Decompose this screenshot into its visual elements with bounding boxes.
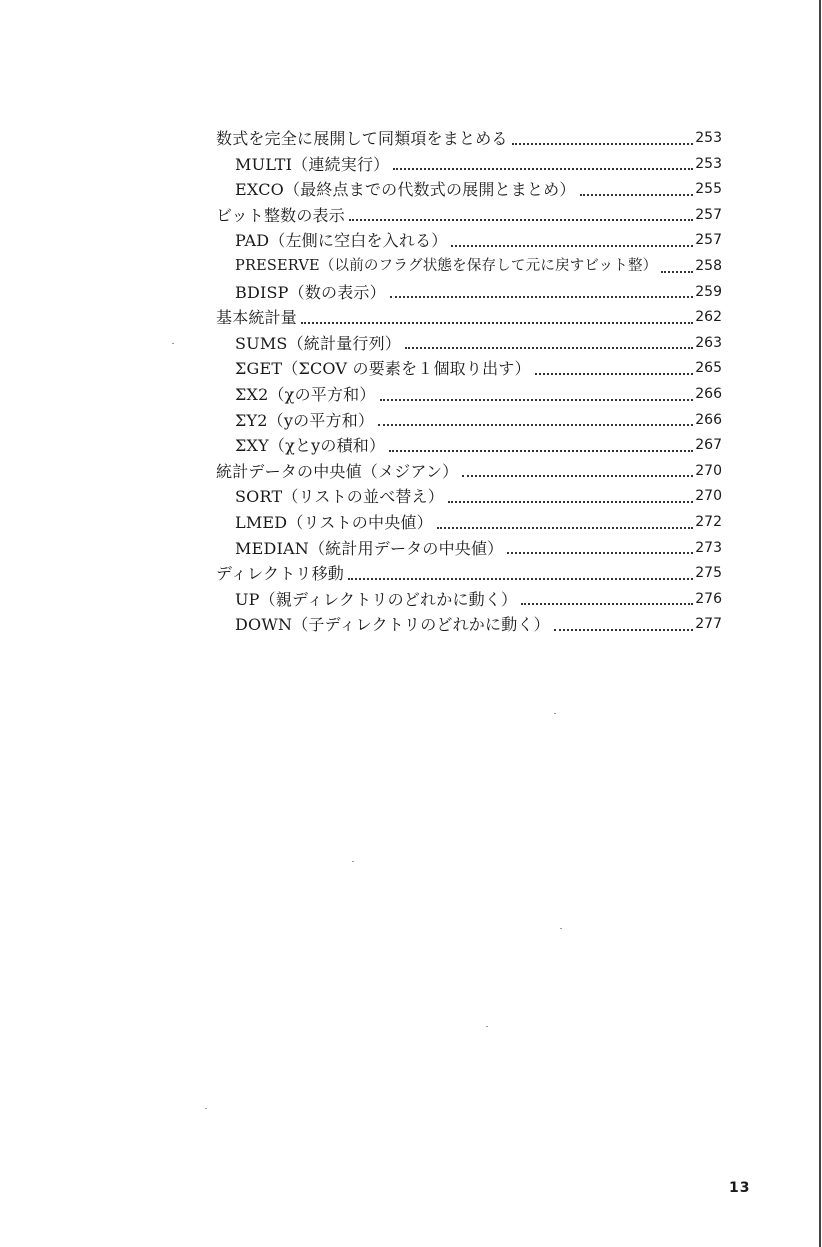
leader-dots: [580, 194, 694, 196]
scan-speck: [172, 343, 174, 344]
toc-entry-page: 259: [695, 283, 722, 300]
leader-dots: [393, 168, 693, 170]
leader-dots: [380, 399, 694, 401]
toc-entry-title: SUMS（統計量行列）: [235, 333, 401, 353]
toc-entry: [216, 587, 722, 613]
toc-entry-title: UP（親ディレクトリのどれかに動く）: [235, 589, 518, 609]
toc-entry-page: 267: [695, 437, 722, 454]
toc-entry-page: 266: [695, 385, 722, 402]
toc-entry-title: PAD（左側に空白を入れる）: [235, 231, 448, 251]
toc-entry-title: ΣXY（χとyの積和）: [235, 436, 386, 456]
toc-entry: [216, 484, 722, 510]
toc-entry: [216, 152, 722, 178]
toc-entry-title: ビット整数の表示: [216, 205, 345, 225]
toc-entry: [216, 177, 722, 203]
toc-entry-title: PRESERVE（以前のフラグ状態を保存して元に戻すビット整）: [235, 257, 658, 274]
leader-dots: [521, 603, 693, 605]
toc-entry-page: 277: [695, 616, 722, 633]
toc-entry: [216, 536, 722, 562]
toc-entry: [216, 561, 722, 587]
toc-entry: [216, 356, 722, 382]
leader-dots: [437, 527, 693, 529]
leader-dots: [451, 245, 693, 247]
toc-entry-page: 275: [695, 565, 722, 582]
toc-entry-page: 263: [695, 334, 722, 351]
toc-entry: [216, 305, 722, 331]
toc-entry: [216, 331, 722, 357]
toc-entry-title: LMED（リストの中央値）: [235, 512, 433, 532]
toc-entry-page: 270: [695, 462, 722, 479]
toc-entry-title: SORT（リストの並べ替え）: [235, 487, 444, 507]
table-of-contents: [216, 126, 722, 638]
toc-entry: [216, 126, 722, 152]
leader-dots: [507, 552, 693, 554]
toc-entry: [216, 510, 722, 536]
toc-entry: [216, 382, 722, 408]
toc-entry: [216, 228, 722, 254]
toc-entry: [216, 433, 722, 459]
toc-entry-page: 265: [695, 360, 722, 377]
leader-dots: [301, 322, 693, 324]
toc-entry-title: 数式を完全に展開して同類項をまとめる: [216, 129, 508, 148]
toc-entry: [216, 408, 722, 434]
leader-dots: [448, 501, 693, 503]
toc-entry-page: 257: [695, 232, 722, 249]
toc-entry: [216, 459, 722, 485]
scan-speck: [560, 928, 562, 929]
toc-entry-page: 253: [695, 130, 722, 146]
toc-entry-title: MULTI（連続実行）: [235, 154, 390, 174]
toc-entry: [216, 254, 722, 280]
scan-speck: [352, 861, 354, 862]
toc-entry-title: DOWN（子ディレクトリのどれかに動く）: [235, 615, 550, 635]
toc-entry-page: 276: [695, 590, 722, 607]
toc-entry-page: 257: [695, 206, 722, 223]
toc-entry-page: 273: [695, 539, 722, 556]
leader-dots: [535, 373, 694, 375]
toc-entry-page: 272: [695, 513, 722, 530]
leader-dots: [661, 271, 693, 273]
leader-dots: [405, 347, 693, 349]
leader-dots: [390, 296, 693, 298]
toc-entry-page: 262: [695, 309, 722, 326]
leader-dots: [348, 578, 693, 580]
leader-dots: [389, 450, 693, 452]
toc-entry-title: ΣY2（yの平方和）: [235, 410, 375, 430]
toc-entry-page: 258: [695, 257, 722, 274]
leader-dots: [378, 424, 693, 426]
page-edge-line: [819, 0, 821, 1247]
toc-entry: [216, 612, 722, 638]
toc-entry-title: 基本統計量: [216, 308, 298, 328]
leader-dots: [349, 219, 693, 221]
leader-dots: [554, 629, 693, 631]
toc-entry-title: ΣGET（ΣCOV の要素を１個取り出す）: [235, 359, 531, 379]
toc-entry-title: BDISP（数の表示）: [235, 282, 386, 302]
scan-speck: [554, 713, 556, 714]
page-number: 13: [729, 1180, 751, 1196]
toc-entry-title: EXCO（最終点までの代数式の展開とまとめ）: [235, 180, 576, 200]
leader-dots: [512, 143, 694, 145]
scan-speck: [205, 1108, 207, 1109]
toc-entry-title: MEDIAN（統計用データの中央値）: [235, 538, 504, 558]
toc-entry-title: ΣX2（χの平方和）: [235, 384, 376, 404]
scan-speck: [486, 1026, 488, 1027]
toc-entry-page: 255: [695, 181, 722, 198]
toc-entry: [216, 203, 722, 229]
toc-entry-page: 266: [695, 411, 722, 428]
toc-entry: [216, 280, 722, 306]
leader-dots: [462, 475, 693, 477]
toc-entry-page: 253: [695, 155, 722, 172]
toc-entry-page: 270: [695, 488, 722, 505]
toc-entry-title: 統計データの中央値（メジアン）: [216, 461, 459, 481]
toc-entry-title: ディレクトリ移動: [216, 564, 345, 584]
